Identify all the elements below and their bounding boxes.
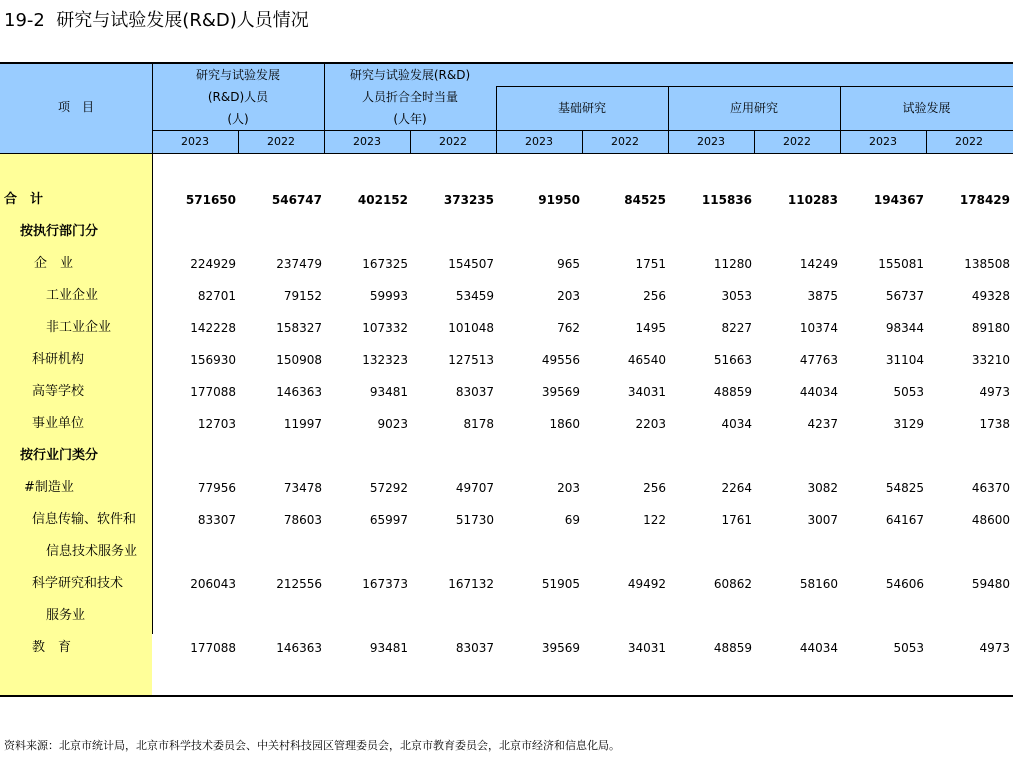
row-label: #制造业 <box>24 480 74 495</box>
cell-value: 402152 <box>357 193 408 207</box>
cell-value: 56737 <box>885 289 924 303</box>
cell-value: 127513 <box>448 353 494 367</box>
cell-value: 101048 <box>448 321 494 335</box>
cell-value: 91950 <box>538 193 580 207</box>
table-row <box>0 318 1013 338</box>
cell-value: 34031 <box>627 385 666 399</box>
cell-value: 57292 <box>369 481 408 495</box>
cell-value: 3129 <box>893 417 924 431</box>
cell-value: 177088 <box>190 385 236 399</box>
cell-value: 8227 <box>721 321 752 335</box>
cell-value: 1860 <box>549 417 580 431</box>
cell-value: 54606 <box>885 577 924 591</box>
cell-value: 571650 <box>185 193 236 207</box>
cell-value: 206043 <box>190 577 236 591</box>
cell-value: 110283 <box>787 193 838 207</box>
cell-value: 51730 <box>455 513 494 527</box>
cell-value: 59480 <box>971 577 1010 591</box>
cell-value: 77956 <box>197 481 236 495</box>
cell-value: 5053 <box>893 385 924 399</box>
year-header-cell: 2023 <box>697 135 725 148</box>
cell-value: 64167 <box>885 513 924 527</box>
cell-value: 115836 <box>701 193 752 207</box>
cell-value: 142228 <box>190 321 236 335</box>
cell-value: 54825 <box>885 481 924 495</box>
cell-value: 33210 <box>971 353 1010 367</box>
personnel-header-line: (R&D)人员 <box>207 90 269 104</box>
cell-value: 39569 <box>541 385 580 399</box>
cell-value: 132323 <box>362 353 408 367</box>
cell-value: 83037 <box>455 641 494 655</box>
cell-value: 4034 <box>721 417 752 431</box>
fte-header-line: (人年) <box>393 112 427 126</box>
row-label: 按行业门类分 <box>20 448 99 463</box>
row-label: 事业单位 <box>32 416 85 431</box>
cell-value: 49492 <box>627 577 666 591</box>
cell-value: 83037 <box>455 385 494 399</box>
cell-value: 3082 <box>807 481 838 495</box>
basic-research-header: 基础研究 <box>557 101 606 115</box>
cell-value: 4237 <box>807 417 838 431</box>
cell-value: 203 <box>557 289 580 303</box>
row-label: 服务业 <box>46 608 86 623</box>
cell-value: 65997 <box>369 513 408 527</box>
header-divider <box>496 86 1013 87</box>
year-header-cell: 2023 <box>869 135 897 148</box>
cell-value: 98344 <box>885 321 924 335</box>
cell-value: 4973 <box>979 385 1010 399</box>
table-title: 19-2 研究与试验发展(R&D)人员情况 <box>4 10 309 31</box>
row-label: 企 业 <box>34 256 74 271</box>
year-header-cell: 2022 <box>783 135 811 148</box>
row-label: 工业企业 <box>46 288 99 303</box>
cell-value: 59993 <box>369 289 408 303</box>
cell-value: 965 <box>557 257 580 271</box>
year-header-cell: 2023 <box>525 135 553 148</box>
cell-value: 39569 <box>541 641 580 655</box>
personnel-header-line: (人) <box>227 112 249 126</box>
cell-value: 154507 <box>448 257 494 271</box>
cell-value: 146363 <box>276 641 322 655</box>
cell-value: 237479 <box>276 257 322 271</box>
cell-value: 51663 <box>713 353 752 367</box>
cell-value: 194367 <box>873 193 924 207</box>
cell-value: 89180 <box>971 321 1010 335</box>
year-header-cell: 2022 <box>611 135 639 148</box>
cell-value: 167132 <box>448 577 494 591</box>
cell-value: 58160 <box>799 577 838 591</box>
row-label: 非工业企业 <box>46 320 112 335</box>
cell-value: 3875 <box>807 289 838 303</box>
cell-value: 8178 <box>463 417 494 431</box>
cell-value: 1761 <box>721 513 752 527</box>
cell-value: 46540 <box>627 353 666 367</box>
applied-research-header: 应用研究 <box>729 101 778 115</box>
cell-value: 177088 <box>190 641 236 655</box>
table-row <box>0 638 1013 658</box>
fte-header-line: 研究与试验发展(R&D) <box>349 68 471 82</box>
row-label: 按执行部门分 <box>20 224 99 239</box>
cell-value: 158327 <box>276 321 322 335</box>
year-header-cell: 2022 <box>267 135 295 148</box>
row-label: 信息传输、软件和 <box>32 512 137 527</box>
cell-value: 78603 <box>283 513 322 527</box>
cell-value: 1751 <box>635 257 666 271</box>
table-row <box>0 510 1013 530</box>
cell-value: 31104 <box>885 353 924 367</box>
cell-value: 11997 <box>283 417 322 431</box>
year-header-cell: 2022 <box>955 135 983 148</box>
table-row <box>0 446 1013 466</box>
cell-value: 14249 <box>799 257 838 271</box>
cell-value: 1738 <box>979 417 1010 431</box>
cell-value: 5053 <box>893 641 924 655</box>
cell-value: 3053 <box>721 289 752 303</box>
cell-value: 49328 <box>971 289 1010 303</box>
cell-value: 44034 <box>799 641 838 655</box>
cell-value: 155081 <box>878 257 924 271</box>
cell-value: 53459 <box>455 289 494 303</box>
year-header-cell: 2022 <box>439 135 467 148</box>
cell-value: 83307 <box>197 513 236 527</box>
cell-value: 49707 <box>455 481 494 495</box>
cell-value: 11280 <box>713 257 752 271</box>
item-header: 项 目 <box>57 100 94 114</box>
cell-value: 93481 <box>369 385 408 399</box>
cell-value: 122 <box>643 513 666 527</box>
row-label: 合 计 <box>4 192 44 207</box>
cell-value: 256 <box>643 481 666 495</box>
row-label: 科研机构 <box>32 352 85 367</box>
table-row <box>0 190 1013 210</box>
cell-value: 167373 <box>362 577 408 591</box>
row-label: 科学研究和技术 <box>32 576 124 591</box>
cell-value: 212556 <box>276 577 322 591</box>
table-row <box>0 542 1013 562</box>
cell-value: 51905 <box>541 577 580 591</box>
cell-value: 82701 <box>197 289 236 303</box>
cell-value: 34031 <box>627 641 666 655</box>
cell-value: 49556 <box>541 353 580 367</box>
cell-value: 2203 <box>635 417 666 431</box>
year-header-cell: 2023 <box>181 135 209 148</box>
row-label: 高等学校 <box>32 384 85 399</box>
cell-value: 156930 <box>190 353 236 367</box>
cell-value: 1495 <box>635 321 666 335</box>
table-row <box>0 478 1013 498</box>
row-label: 信息技术服务业 <box>46 544 138 559</box>
cell-value: 167325 <box>362 257 408 271</box>
cell-value: 146363 <box>276 385 322 399</box>
cell-value: 69 <box>564 513 580 527</box>
cell-value: 44034 <box>799 385 838 399</box>
cell-value: 93481 <box>369 641 408 655</box>
experimental-development-header: 试验发展 <box>902 101 951 115</box>
cell-value: 373235 <box>443 193 494 207</box>
table-row <box>0 254 1013 274</box>
cell-value: 10374 <box>799 321 838 335</box>
cell-value: 546747 <box>271 193 322 207</box>
cell-value: 48859 <box>713 641 752 655</box>
cell-value: 48859 <box>713 385 752 399</box>
cell-value: 224929 <box>190 257 236 271</box>
cell-value: 48600 <box>971 513 1010 527</box>
cell-value: 150908 <box>276 353 322 367</box>
cell-value: 2264 <box>721 481 752 495</box>
year-header-cell: 2023 <box>353 135 381 148</box>
cell-value: 178429 <box>959 193 1010 207</box>
table-row <box>0 414 1013 434</box>
cell-value: 3007 <box>807 513 838 527</box>
cell-value: 4973 <box>979 641 1010 655</box>
cell-value: 46370 <box>971 481 1010 495</box>
cell-value: 79152 <box>283 289 322 303</box>
cell-value: 107332 <box>362 321 408 335</box>
table-row <box>0 222 1013 242</box>
cell-value: 12703 <box>197 417 236 431</box>
table-row <box>0 286 1013 306</box>
bottom-rule <box>0 695 1013 697</box>
table-row <box>0 606 1013 626</box>
cell-value: 9023 <box>377 417 408 431</box>
table-row <box>0 350 1013 370</box>
row-label: 教 育 <box>32 640 72 655</box>
table-row <box>0 574 1013 594</box>
cell-value: 73478 <box>283 481 322 495</box>
fte-header-line: 人员折合全时当量 <box>361 90 458 104</box>
source-note: 资料来源：北京市统计局，北京市科学技术委员会、中关村科技园区管理委员会，北京市教育委员会，北京市经济和信息化局。 <box>4 739 620 752</box>
cell-value: 762 <box>557 321 580 335</box>
cell-value: 203 <box>557 481 580 495</box>
cell-value: 256 <box>643 289 666 303</box>
table-row <box>0 382 1013 402</box>
cell-value: 84525 <box>624 193 666 207</box>
cell-value: 47763 <box>799 353 838 367</box>
cell-value: 138508 <box>964 257 1010 271</box>
personnel-header-line: 研究与试验发展 <box>195 68 280 82</box>
cell-value: 60862 <box>713 577 752 591</box>
